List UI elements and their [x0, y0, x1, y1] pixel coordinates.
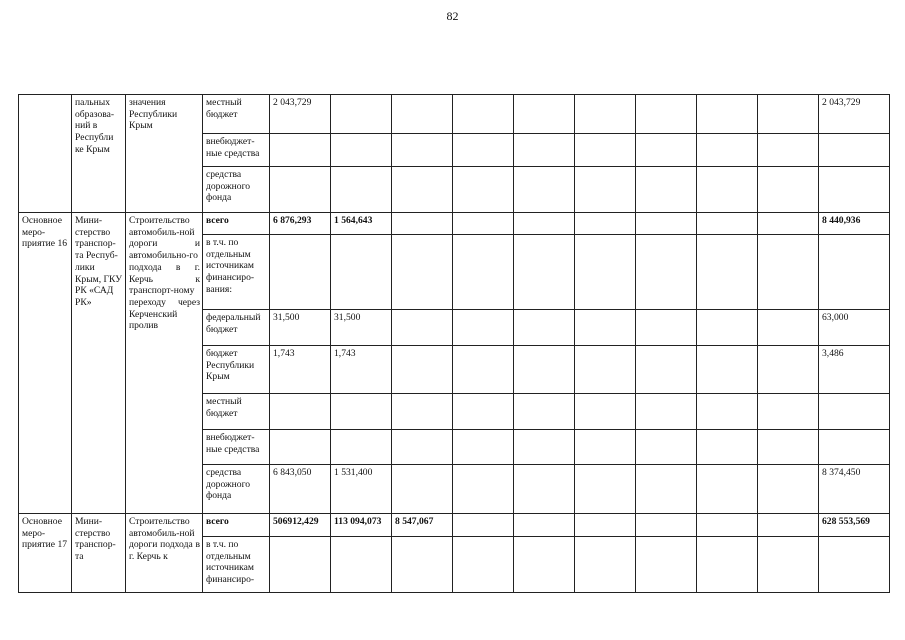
- table-row: [19, 514, 890, 537]
- cell-total: 63,000: [819, 310, 890, 346]
- table-row: [19, 213, 890, 235]
- table-row: [19, 95, 890, 134]
- cell-total: 628 553,569: [819, 514, 890, 537]
- cell-measure: [19, 95, 72, 213]
- cell-value: 6 876,293: [270, 213, 331, 235]
- cell-value: 6 843,050: [270, 465, 331, 514]
- cell-value: 2 043,729: [270, 95, 331, 134]
- cell-value: 506912,429: [270, 514, 331, 537]
- cell-value: 113 094,073: [331, 514, 392, 537]
- cell-description: значения Республики Крым: [126, 95, 203, 213]
- cell-source: местный бюджет: [203, 95, 270, 134]
- cell-source: бюджет Республики Крым: [203, 346, 270, 394]
- budget-table: [18, 94, 890, 593]
- cell-total: 3,486: [819, 346, 890, 394]
- cell-source: местный бюджет: [203, 394, 270, 430]
- cell-value: 31,500: [270, 310, 331, 346]
- cell-executor: Мини-стерство транспор-та: [72, 514, 126, 593]
- cell-value: 1 564,643: [331, 213, 392, 235]
- cell-source: в т.ч. по отдельным источникам финансиро-вания:: [203, 235, 270, 310]
- cell-description: Строительство автомобиль-ной дороги и автомобильно-го подхода в г. Керчь к транспорт-ному переходу через Керченский пролив: [126, 213, 203, 514]
- cell-source: федеральный бюджет: [203, 310, 270, 346]
- cell-source: всего: [203, 514, 270, 537]
- cell-value: 1 531,400: [331, 465, 392, 514]
- cell-measure: Основное меро-приятие 16: [19, 213, 72, 514]
- cell-source: средства дорожного фонда: [203, 465, 270, 514]
- cell-source: средства дорожного фонда: [203, 167, 270, 213]
- cell-value: 8 547,067: [392, 514, 453, 537]
- cell-total: 8 374,450: [819, 465, 890, 514]
- page-number: 82: [446, 9, 459, 23]
- cell-source: внебюджет-ные средства: [203, 134, 270, 167]
- cell-total: 2 043,729: [819, 95, 890, 134]
- cell-value: 31,500: [331, 310, 392, 346]
- cell-measure: Основное меро-приятие 17: [19, 514, 72, 593]
- cell-executor: пальных образова-ний в Республи ке Крым: [72, 95, 126, 213]
- cell-executor: Мини-стерство транспор-та Респуб-лики Крым, ГКУ РК «САД РК»: [72, 213, 126, 514]
- cell-description: Строительство автомобиль-ной дороги подхода в г. Керчь к: [126, 514, 203, 593]
- cell-source: в т.ч. по отдельным источникам финансиро-: [203, 537, 270, 593]
- cell-value: 1,743: [270, 346, 331, 394]
- cell-value: 1,743: [331, 346, 392, 394]
- cell-source: внебюджет-ные средства: [203, 430, 270, 465]
- cell-total: 8 440,936: [819, 213, 890, 235]
- cell-source: всего: [203, 213, 270, 235]
